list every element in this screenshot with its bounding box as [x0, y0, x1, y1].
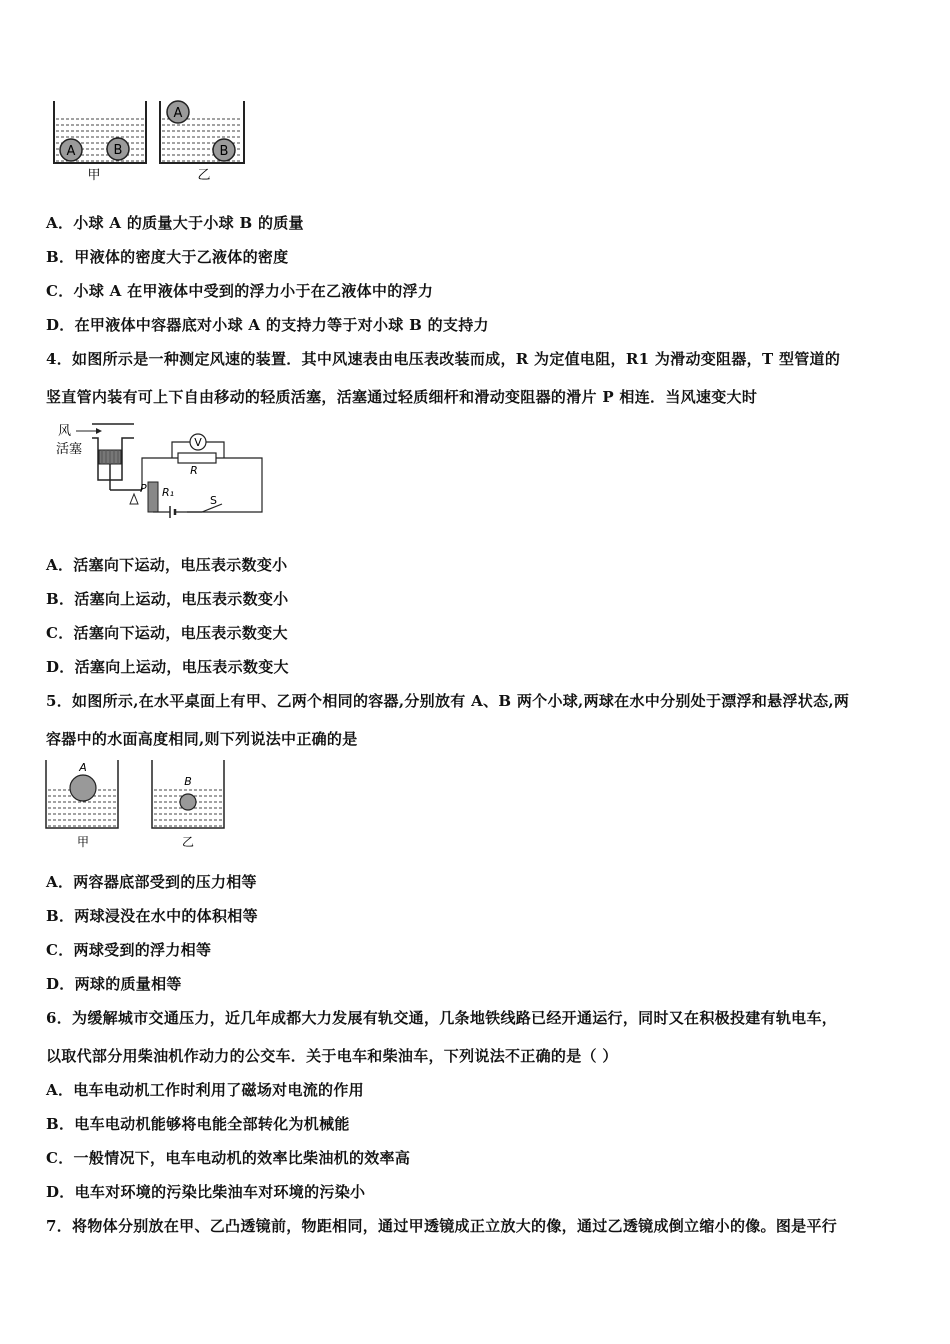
q6-option-b: B．电车电动机能够将电能全部转化为机械能	[46, 1115, 350, 1133]
container-left-label-q5: 甲	[76, 835, 90, 849]
ball-b-label-q5: B	[184, 775, 192, 788]
slider-label: P	[140, 482, 147, 495]
ball-a-label-q5: A	[79, 761, 87, 774]
q5-option-b: B．两球浸没在水中的体积相等	[46, 907, 258, 925]
q3-option-d: D．在甲液体中容器底对小球 A 的支持力等于对小球 B 的支持力	[46, 316, 489, 334]
q4-option-c: C．活塞向下运动，电压表示数变大	[46, 624, 288, 642]
ball-a-label: A	[66, 144, 76, 159]
q4-option-d: D．活塞向上运动，电压表示数变大	[46, 658, 289, 676]
figure-wind-circuit-q4	[52, 418, 274, 524]
q6-stem-line1: 6．为缓解城市交通压力，近几年成都大力发展有轨交通，几条地铁线路已经开通运行，同时又在积极投建有轨电车，	[46, 1009, 838, 1027]
ball-a-label-right: A	[173, 106, 183, 121]
q6-option-a: A．电车电动机工作时利用了磁场对电流的作用	[46, 1081, 364, 1099]
q6-option-c: C．一般情况下，电车电动机的效率比柴油机的效率高	[46, 1149, 411, 1167]
ball-b-suspended	[180, 794, 196, 810]
q5-option-c: C．两球受到的浮力相等	[46, 941, 212, 959]
q5-stem-line1: 5．如图所示,在水平桌面上有甲、乙两个相同的容器,分别放有 A、B 两个小球,两球在水中分别处于漂浮和悬浮状态,两	[46, 692, 850, 710]
resistor-label: R	[190, 464, 198, 477]
figure-containers-q3	[46, 95, 256, 187]
q4-option-a: A．活塞向下运动，电压表示数变小	[46, 556, 288, 574]
ball-b-label: B	[113, 143, 123, 158]
q3-option-a: A．小球 A 的质量大于小球 B 的质量	[46, 214, 304, 232]
q5-option-a: A．两容器底部受到的压力相等	[46, 873, 257, 891]
q4-stem-line2: 竖直管内装有可上下自由移动的轻质活塞，活塞通过轻质细杆和滑动变阻器的滑片 P 相连．当风速变大时	[46, 388, 758, 406]
q5-stem-line2: 容器中的水面高度相同,则下列说法中正确的是	[46, 730, 358, 748]
container-left-label: 甲	[87, 168, 101, 183]
q6-stem-line2: 以取代部分用柴油机作动力的公交车．关于电车和柴油车，下列说法不正确的是（ ）	[46, 1047, 618, 1065]
wind-label: 风	[58, 424, 72, 439]
ball-b-label-right: B	[219, 144, 229, 159]
q3-option-b: B．甲液体的密度大于乙液体的密度	[46, 248, 289, 266]
q6-option-d: D．电车对环境的污染比柴油车对环境的污染小	[46, 1183, 366, 1201]
q4-option-b: B．活塞向上运动，电压表示数变小	[46, 590, 289, 608]
q7-stem-line1: 7．将物体分别放在甲、乙凸透镜前，物距相同，通过甲透镜成正立放大的像，通过乙透镜成倒立缩小的像。图是平行	[46, 1217, 838, 1235]
q5-option-d: D．两球的质量相等	[46, 975, 182, 993]
q3-option-c: C．小球 A 在甲液体中受到的浮力小于在乙液体中的浮力	[46, 282, 434, 300]
ball-a-floating	[70, 775, 96, 801]
piston-label: 活塞	[56, 442, 83, 457]
switch-label: S	[210, 494, 217, 507]
container-right-label: 乙	[197, 168, 211, 183]
voltmeter-label: V	[194, 436, 202, 449]
q4-stem-line1: 4．如图所示是一种测定风速的装置．其中风速表由电压表改装而成，R 为定值电阻，R1 为滑动变阻器，T 型管道的	[46, 350, 841, 368]
figure-water-containers-q5	[40, 756, 240, 852]
rheostat-label: R₁	[162, 486, 175, 499]
container-right-label-q5: 乙	[181, 835, 195, 849]
